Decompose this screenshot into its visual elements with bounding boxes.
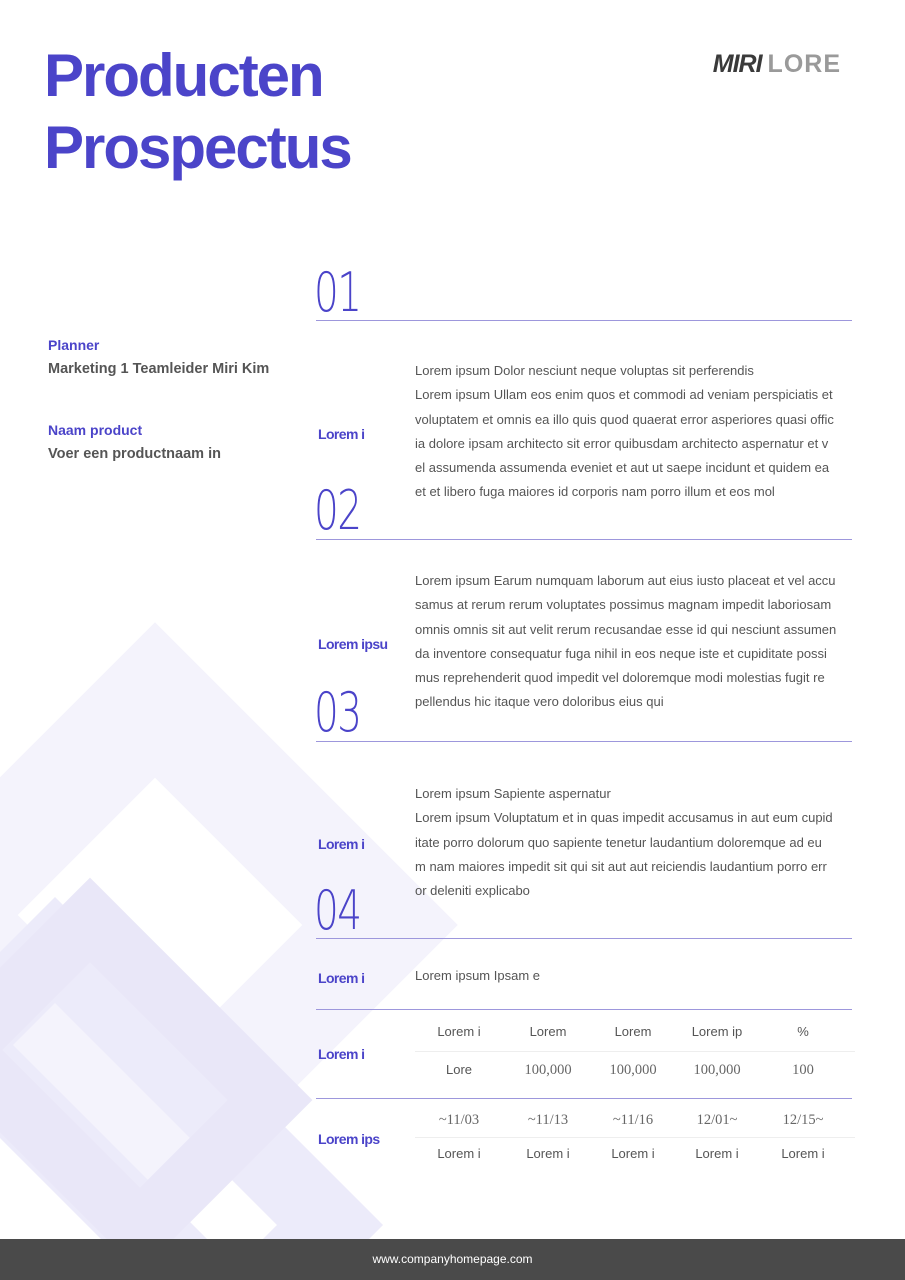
planner-label: Planner [48, 337, 100, 353]
section-divider [316, 539, 852, 540]
page-title [44, 40, 351, 184]
text-line: ia dolore ipsam architecto sit error quibusdam architecto aspernatur et v [415, 435, 829, 451]
section-text-01 [415, 359, 847, 505]
section-divider [316, 938, 852, 939]
table-cell: 100,000 [693, 1062, 741, 1078]
section-number-01: 01 [314, 261, 361, 324]
table-header-cell: Lorem [529, 1024, 567, 1039]
schedule-date: 12/15~ [782, 1112, 824, 1128]
footer-bar [0, 1239, 905, 1280]
schedule-label: Lorem ips [318, 1131, 380, 1147]
table-header-cell: Lorem [614, 1024, 652, 1039]
table-header-cell: Lorem i [437, 1024, 481, 1039]
schedule-date: ~11/16 [612, 1112, 654, 1128]
section-number-02: 02 [314, 479, 361, 542]
table-divider [316, 1009, 852, 1010]
product-name-label: Naam product [48, 422, 143, 438]
text-line: et et libero fuga maiores id corporis nam porro illum et eos mol [415, 484, 775, 500]
text-line: or deleniti explicabo [415, 883, 530, 899]
section-divider [316, 741, 852, 742]
schedule-date: ~11/03 [438, 1112, 480, 1128]
section-label-01: Lorem i [318, 426, 365, 442]
title-line-2: Prospectus [44, 114, 351, 181]
logo-part-2: LORE [767, 50, 841, 78]
schedule-item: Lorem i [611, 1146, 655, 1161]
text-line: omnis omnis sit aut velit rerum recusandae esse id qui nesciunt assumen [415, 621, 837, 637]
table-cell: 100,000 [609, 1062, 657, 1078]
text-line: pellendus hic itaque vero doloribus eius qui [415, 694, 664, 710]
table-divider [316, 1098, 852, 1099]
text-line: itate porro dolorum quo sapiente tenetur laudantium doloremque ad eu [415, 834, 822, 850]
title-line-1: Producten [44, 42, 323, 109]
company-logo [713, 50, 841, 79]
text-line: m nam maiores impedit sit qui sit aut aut reiciendis laudantium porro err [415, 858, 827, 874]
section-number-03: 03 [314, 681, 361, 744]
text-line: mus reprehenderit quod impedit vel doloremque modi molestias fugit re [415, 670, 825, 686]
schedule-date: ~11/13 [527, 1112, 569, 1128]
budget-label: Lorem i [318, 1046, 365, 1062]
text-line: Lorem ipsum Ipsam e [415, 968, 540, 983]
text-line: Lorem ipsum Earum numquam laborum aut eius iusto placeat et vel accu [415, 573, 836, 588]
section-label-03: Lorem i [318, 836, 365, 852]
logo-part-1: MIRI [712, 50, 762, 78]
section-text-03 [415, 782, 847, 903]
text-line: Lorem ipsum Voluptatum et in quas impedit accusamus in aut eum cupid [415, 810, 833, 826]
table-cell: 100 [792, 1062, 814, 1078]
section-text-02 [415, 569, 847, 715]
text-line: Lorem ipsum Sapiente aspernatur [415, 786, 611, 801]
schedule-item: Lorem i [526, 1146, 570, 1161]
text-line: da inventore consequatur fuga nihil in eos neque iste et cupiditate possi [415, 645, 827, 661]
text-line: el assumenda assumenda eveniet et aut ut saepe incidunt et quidem ea [415, 460, 830, 476]
table-cell: 100,000 [524, 1062, 572, 1078]
footer-website-link[interactable]: www.companyhomepage.com [372, 1252, 533, 1266]
section-number-04: 04 [314, 879, 361, 942]
table-header-cell: Lorem ip [691, 1024, 743, 1039]
product-name-value: Voer een productnaam in [48, 446, 221, 462]
section-divider [316, 320, 852, 321]
schedule-item: Lorem i [695, 1146, 739, 1161]
planner-value: Marketing 1 Teamleider Miri Kim [48, 361, 270, 377]
schedule-item: Lorem i [437, 1146, 481, 1161]
table-row-divider [415, 1137, 855, 1138]
schedule-item: Lorem i [781, 1146, 825, 1161]
text-line: samus at rerum rerum voluptates possimus magnam impedit laboriosam [415, 597, 832, 613]
table-header-cell: % [797, 1024, 809, 1039]
text-line: voluptatem et omnis ea illo quis quod quaerat error asperiores quasi offic [415, 411, 834, 427]
section-text-04 [415, 964, 847, 988]
table-cell: Lore [445, 1062, 473, 1077]
schedule-date: 12/01~ [696, 1112, 738, 1128]
section-label-04: Lorem i [318, 970, 365, 986]
section-label-02: Lorem ipsu [318, 636, 388, 652]
text-line: Lorem ipsum Ullam eos enim quos et commodi ad veniam perspiciatis et [415, 387, 833, 403]
table-row-divider [415, 1051, 855, 1052]
text-line: Lorem ipsum Dolor nesciunt neque voluptas sit perferendis [415, 363, 754, 378]
